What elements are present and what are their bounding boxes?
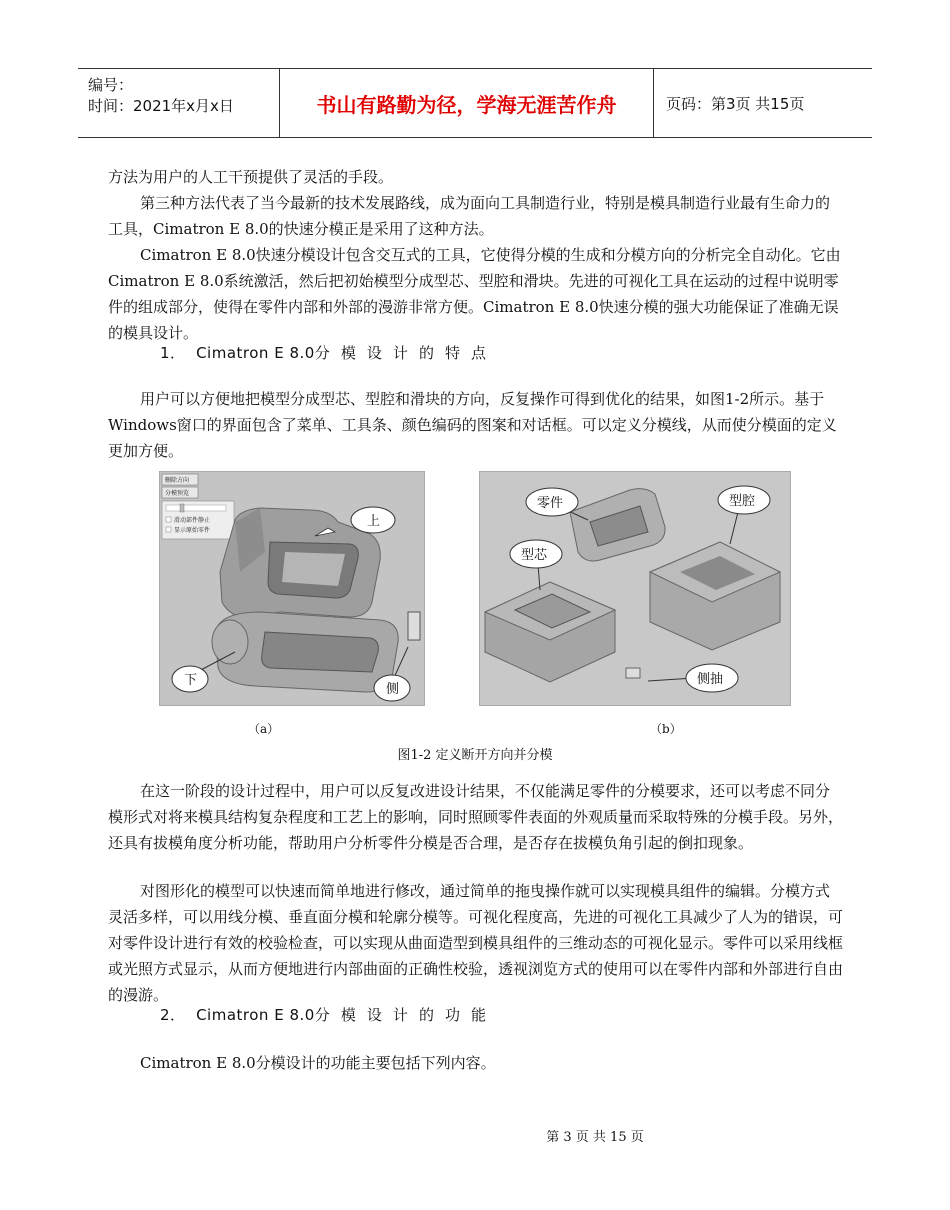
b-label-cavity: 型腔 <box>729 494 756 509</box>
paragraph-1: 方法为用户的人工干预提供了灵活的手段。 <box>108 168 394 186</box>
a-label-down: 下 <box>184 673 198 688</box>
paragraph-7: Cimatron E 8.0分模设计的功能主要包括下列内容。 <box>140 1054 496 1072</box>
b-label-slider: 侧抽 <box>697 672 724 687</box>
figure-caption: 图1-2 定义断开方向并分模 <box>397 748 553 763</box>
section-heading-2: 2． Cimatron E 8.0分 模 设 计 的 功 能 <box>160 1006 487 1024</box>
subcaption-b: （b） <box>650 722 682 736</box>
number-label: 编号： <box>88 76 134 94</box>
header-page-info: 页码：第3页 共15页 <box>666 94 805 113</box>
a-panel-btn1: 删除方向 <box>165 477 190 484</box>
page-header <box>78 68 872 138</box>
header-motto: 书山有路勤为径，学海无涯苦作舟 <box>280 69 654 137</box>
a-panel-check2: 显示原始零件 <box>174 527 211 534</box>
a-panel-check1: 滑动部件静止 <box>174 517 211 524</box>
page-footer: 第 3 页 共 15 页 <box>546 1130 644 1145</box>
figure-a-image <box>159 471 425 706</box>
a-label-up: 上 <box>367 514 381 529</box>
paragraph-2: 第三种方法代表了当今最新的技术发展路线，成为面向工具制造行业，特别是模具制造行业最有生命力的工具，Cimatron E 8.0的快速分模正是采用了这种方法。 <box>108 194 831 238</box>
paragraph-5: 在这一阶段的设计过程中，用户可以反复改进设计结果，不仅能满足零件的分模要求，还可以考虑不同分模形式对将来模具结构复杂程度和工艺上的影响，同时照顾零件表面的外观质量而采取特殊的分模手段。另外，还具有拔模角度分析功能，帮助用户分析零件分模是否合理，是否存在拔模负角引起的倒扣现象。 <box>108 782 844 852</box>
paragraph-6: 对图形化的模型可以快速而简单地进行修改，通过简单的拖曳操作就可以实现模具组件的编辑。分模方式灵活多样，可以用线分模、垂直面分模和轮廓分模等。可视化程度高，先进的可视化工具减少了人为的错误，可对零件设计进行有效的校验检查，可以实现从曲面造型到模具组件的三维动态的可视化显示。零件可以采用线框或光照方式显示，从而方便地进行内部曲面的正确性校验，透视浏览方式的使用可以在零件内部和外部进行自由的漫游。 <box>108 882 844 1004</box>
a-label-side: 侧 <box>386 682 400 697</box>
section-heading-1: 1． Cimatron E 8.0分 模 设 计 的 特 点 <box>160 344 487 362</box>
b-label-part: 零件 <box>537 496 564 511</box>
a-panel-btn2: 分模预览 <box>165 490 190 497</box>
subcaption-a: （a） <box>248 722 280 736</box>
b-label-core: 型芯 <box>521 548 548 563</box>
header-meta <box>78 69 280 137</box>
paragraph-3: Cimatron E 8.0快速分模设计包含交互式的工具，它使得分模的生成和分模方向的分析完全自动化。它由Cimatron E 8.0系统激活，然后把初始模型分成型芯、型腔和滑块。先进的可视化工具在运动的过程中说明零件的组成部分，使得在零件内部和外部的漫游非常方便。Cimatron E 8.0快速分模的强大功能保证了准确无误的模具设计。 <box>108 246 841 342</box>
time-label: 时间：2021年x月x日 <box>88 97 234 115</box>
paragraph-4: 用户可以方便地把模型分成型芯、型腔和滑块的方向，反复操作可得到优化的结果，如图1-2所示。基于Windows窗口的界面包含了菜单、工具条、颜色编码的图案和对话框。可以定义分模线，从而使分模面的定义更加方便。 <box>108 390 837 460</box>
figure-b-image <box>479 471 791 706</box>
